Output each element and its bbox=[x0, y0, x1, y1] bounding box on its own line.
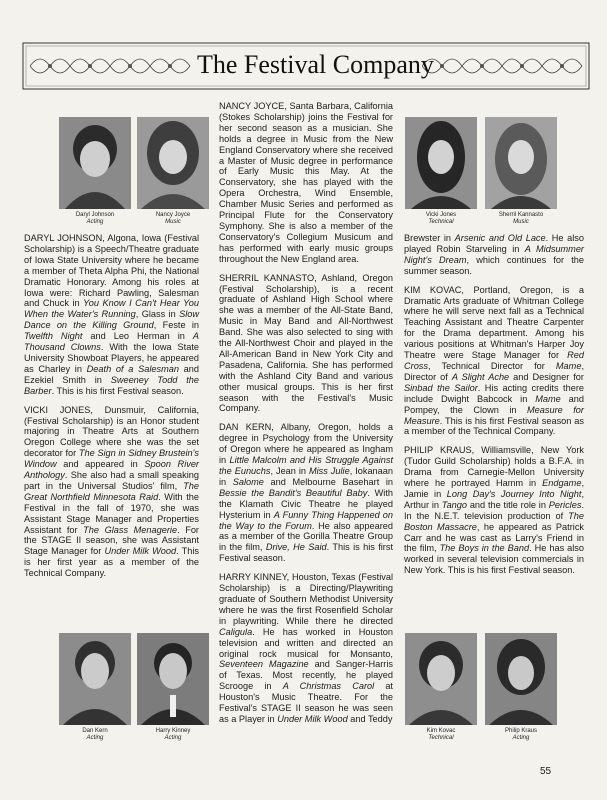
photo-philip-kraus bbox=[485, 633, 557, 725]
photo-nancy-joyce bbox=[137, 117, 209, 209]
caption-vicki-jones: Vicki Jones Technical bbox=[425, 212, 457, 225]
caption-kim-kovac: Kim Kovac Technical bbox=[426, 728, 456, 741]
page-title: The Festival Company bbox=[197, 48, 422, 82]
bio-nancy-joyce: NANCY JOYCE, Santa Barbara, California (Stokes Scholarship) joins the Festival for her second season as a musician. She holds a degree in Music from the New England Conservatory where she received a Master of Music degree in performance of Early Music this May. At the Conservatory, she has played with the Opera Orchestra, Wind Ensemble, Chamber Music Series and performed as Principal Flute for the Conservatory Symphony. She is also a member of the Conservatory's Collegium Musicum and has performed with early music groups throughout the New England area. bbox=[219, 101, 393, 264]
bio-sherril-kannasto: SHERRIL KANNASTO, Ashland, Oregon (Festival Scholarship), is a recent graduate of Ashland High School where she was a member of the All-State Band, Music in May Band and All-Northwest Band. She was also selected to sing with the All-Northwest Choir and played in the All-American Band in New York City and Pasadena, California. She has performed with the Ashland City Band and various other musical groups. This is her first season with the Festival's Music Company. bbox=[219, 272, 393, 414]
bio-harry-kinney: HARRY KINNEY, Houston, Texas (Festival Scholarship) is a Directing/Playwriting graduate of Southern Methodist University where he was the first Rosenfield Scholar in playwriting. While there he directed Caligula. He has worked in Houston television and written and directed an original rock musical for Monsanto, Seventeen Magazine and Sanger-Harris of Texas. Most recently, he played Scrooge in A Christmas Carol at Houston's Music Theatre. For the Festival's STAGE II season he was seen as a Player in Under Milk Wood and Teddy bbox=[219, 572, 393, 724]
column-right bbox=[404, 233, 584, 628]
photo-harry-kinney bbox=[137, 633, 209, 725]
caption-philip-kraus: Philip Kraus Acting bbox=[504, 728, 537, 741]
column-middle bbox=[219, 101, 393, 771]
bio-philip-kraus: PHILIP KRAUS, Williamsville, New York (Tudor Guild Scholarship) holds a B.F.A. in Drama from Carnegie-Mellon University where he portrayed Hamm in Endgame, Jamie in Long Day's Journey Into Night, Arthur in Tango and the title role in Pericles. In the N.E.T. television production of The Boston Massacre, he appeared as Patrick Carr and he was cast as Larry's Friend in the film, The Boys in the Band. He has also worked in several television commercials in New York. This is his first Festival season. bbox=[404, 445, 585, 576]
photo-vicki-jones bbox=[405, 117, 477, 209]
column-left bbox=[24, 233, 199, 625]
photo-dan-kern bbox=[59, 633, 131, 725]
caption-nancy-joyce: Nancy Joyce Music bbox=[155, 212, 191, 225]
bio-dan-kern: DAN KERN, Albany, Oregon, holds a degree in Psychology from the University of Oregon where he appeared as Ingham in Little Malcolm and His Struggle Against the Eunuchs, Jean in Miss Julie, Iokanaan in Salome and Melbourne Basehart in Bessie the Bandit's Beautiful Baby. With the Klamath Civic Theatre he played Hysterium in A Funny Thing Happened on the Way to the Forum. He also appeared as a member of the Gorilla Theatre Group in the film, Drive, He Said. This is his first Festival season. bbox=[219, 422, 394, 564]
photo-kim-kovac bbox=[405, 633, 477, 725]
bio-vicki-jones: VICKI JONES, Dunsmuir, California, (Festival Scholarship) is an Honor student majoring in Theatre Arts at Southern Oregon College where she was the set decorator for The Sign in Sidney Brustein's Window and appeared in Spoon River Anthology. She also had a small speaking part in the Universal Studios' film, The Great Northfield Minnesota Raid. With the Festival in the fall of 1970, she was Assistant Stage Manager and Properties Assistant for The Glass Menagerie. For the STAGE II season, she was Assistant Stage Manager for Under Milk Wood. This is her first year as a member of the Technical Company. bbox=[24, 404, 200, 579]
bio-kim-kovac: KIM KOVAC, Portland, Oregon, is a Dramatic Arts graduate of Whitman College where he will serve next fall as a Technical Teaching Assistant and Theatre Carpenter for the Drama department. Among his various positions at Whitman's Harper Joy Theatre were Stage Manager for Red Cross, Technical Director for Mame, Director of A Slight Ache and Designer for Sinbad the Sailor. His acting credits there include Dwight Babcock in Mame and Pompey, the Clown in Measure for Measure. This is his first Festival season as a member of the Technical Company. bbox=[404, 284, 584, 437]
caption-daryl-johnson: Daryl Johnson Acting bbox=[75, 212, 115, 225]
bio-harry-kinney-continued: Brewster in Arsenic and Old Lace. He also played Robin Starveling in A Midsummer Night's Dream, which continues for the summer season. bbox=[404, 233, 585, 276]
caption-harry-kinney: Harry Kinney Acting bbox=[155, 728, 191, 741]
photo-daryl-johnson bbox=[59, 117, 131, 209]
caption-sherril-kannasto: Sherril Kannasto Music bbox=[498, 212, 544, 225]
page-number: 55 bbox=[540, 766, 552, 777]
title-banner bbox=[22, 42, 590, 90]
bio-daryl-johnson: DARYL JOHNSON, Algona, Iowa (Festival Scholarship) is a Speech/Theatre graduate of Iowa State University where he became a member of Theta Alpha Phi, the National Dramatic Honorary. Among his roles at Iowa were: Richard Pawling, Salesman and Chuck in You Know I Can't Hear You When the Water's Running, Glass in Slow Dance on the Killing Ground, Feste in Twelfth Night and Leo Herman in A Thousand Clowns. With the Iowa State University Showboat Players, he appeared as Charley in Death of a Salesman and Ezekiel Smith in Sweeney Todd the Barber. This is his first Festival season. bbox=[24, 233, 200, 396]
caption-dan-kern: Dan Kern Acting bbox=[82, 728, 108, 741]
photo-sherril-kannasto bbox=[485, 117, 557, 209]
